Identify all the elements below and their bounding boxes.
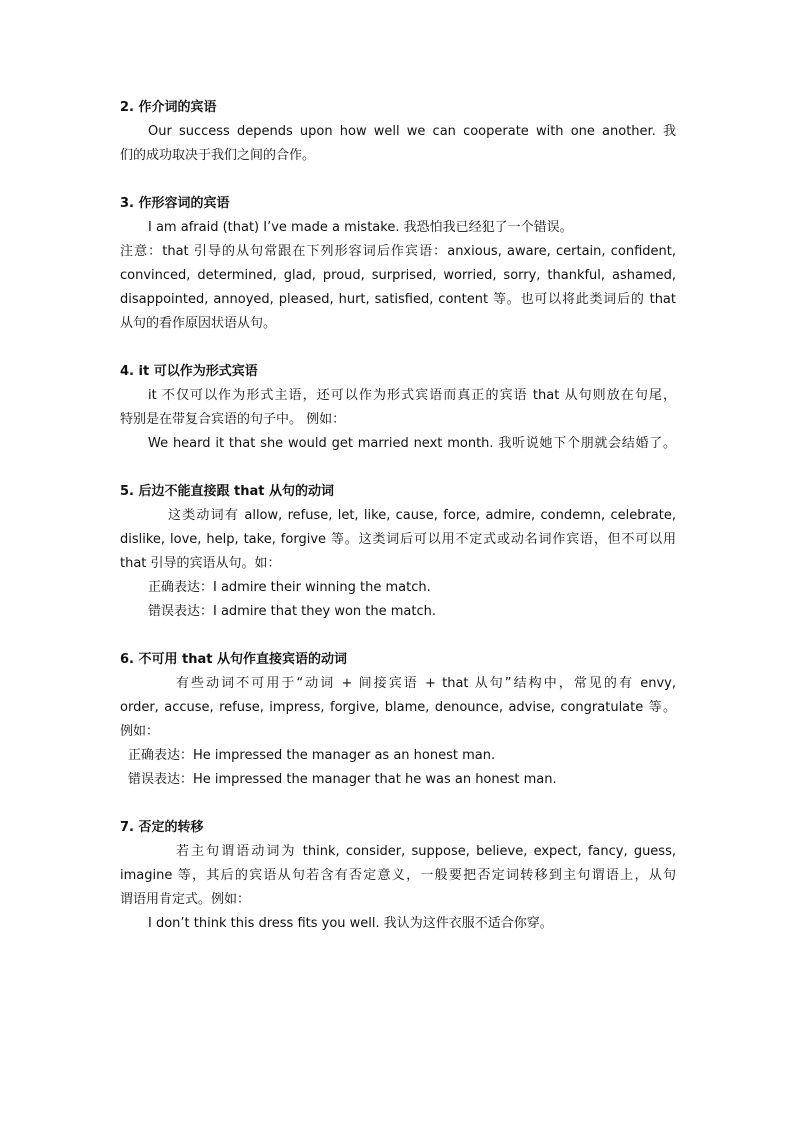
paragraph-line: dislike, love, help, take, forgive 等。这类词后可以用不定式或动名词作宾语，但不可以用 xyxy=(120,532,676,547)
example-sentence: We heard it that she would get married next month. 我听说她下个朋就会结婚了。 xyxy=(148,436,676,451)
correct-example: 正确表达：I admire their winning the match. xyxy=(148,580,431,595)
paragraph-line: that 引导的宾语从句。如： xyxy=(120,556,281,571)
paragraph-line: order, accuse, refuse, impress, forgive, blame, denounce, advise, congratulate 等。 xyxy=(120,700,676,715)
paragraph-line: 特别是在带复合宾语的句子中。 例如： xyxy=(120,412,346,427)
wrong-example: 错误表达：I admire that they won the match. xyxy=(148,604,437,619)
paragraph-line: 例如： xyxy=(120,724,160,739)
section-no-direct-that-object xyxy=(120,648,676,792)
wrong-example: 错误表达：He impressed the manager that he was an honest man. xyxy=(128,772,557,787)
paragraph-line: imagine 等，其后的宾语从句若含有否定意义，一般要把否定词转移到主句谓语上，从句 xyxy=(120,868,676,883)
paragraph-line: it 不仅可以作为形式主语，还可以作为形式宾语而真正的宾语 that 从句则放在句尾， xyxy=(148,388,676,403)
paragraph-line: disappointed, annoyed, pleased, hurt, satisfied, content 等。也可以将此类词后的 that xyxy=(120,292,676,307)
paragraph-line: convinced, determined, glad, proud, surprised, worried, sorry, thankful, ashamed, xyxy=(120,268,676,283)
paragraph-line: 若主句谓语动词为 think, consider, suppose, believe, expect, fancy, guess, xyxy=(176,844,676,859)
paragraph-line: 从句的看作原因状语从句。 xyxy=(120,316,277,331)
section-negation-transfer xyxy=(120,816,676,936)
section-formal-object xyxy=(120,360,676,456)
section-no-that-clause-verbs xyxy=(120,480,676,624)
example-sentence: I am afraid (that) I’ve made a mistake. 我恐怕我已经犯了一个错误。 xyxy=(148,220,573,235)
paragraph-line: 谓语用肯定式。例如： xyxy=(120,892,251,907)
section-heading: 2. 作介词的宾语 xyxy=(120,100,217,115)
section-heading: 6. 不可用 that 从句作直接宾语的动词 xyxy=(120,652,348,667)
note-line: 注意：that 引导的从句常跟在下列形容词后作宾语：anxious, aware, certain, confident, xyxy=(120,244,676,259)
example-sentence: Our success depends upon how well we can cooperate with one another. 我 xyxy=(148,124,676,139)
document-page xyxy=(120,96,676,960)
correct-example: 正确表达：He impressed the manager as an honest man. xyxy=(128,748,496,763)
paragraph-line: 们的成功取决于我们之间的合作。 xyxy=(120,148,316,163)
paragraph-line: 这类动词有 allow, refuse, let, like, cause, force, admire, condemn, celebrate, xyxy=(168,508,676,523)
paragraph-line: 有些动词不可用于“动词 + 间接宾语 + that 从句”结构中，常见的有 envy, xyxy=(176,676,676,691)
section-prep-object xyxy=(120,96,676,168)
section-heading: 4. it 可以作为形式宾语 xyxy=(120,364,258,379)
section-heading: 5. 后边不能直接跟 that 从句的动词 xyxy=(120,484,335,499)
section-adj-object xyxy=(120,192,676,336)
example-sentence: I don’t think this dress fits you well. 我认为这件衣服不适合你穿。 xyxy=(148,916,553,931)
section-heading: 3. 作形容词的宾语 xyxy=(120,196,230,211)
section-heading: 7. 否定的转移 xyxy=(120,820,204,835)
